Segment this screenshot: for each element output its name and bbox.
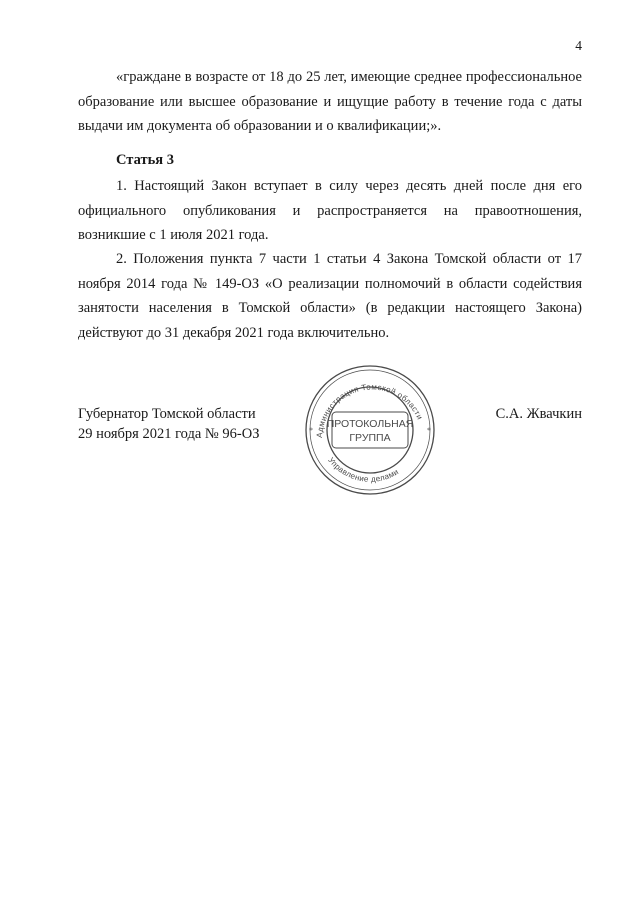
stamp-inner-line-1: ПРОТОКОЛЬНАЯ — [326, 418, 414, 430]
stamp-inner-line-2: ГРУППА — [349, 432, 391, 444]
governor-title: Губернатор Томской области — [78, 406, 256, 422]
official-stamp — [300, 360, 440, 500]
stamp-outer-text: Администрация Томской области — [314, 382, 425, 439]
article-heading: Статья 3 — [116, 152, 174, 168]
law-date-number: 29 ноября 2021 года № 96-ОЗ — [78, 426, 260, 442]
page-number: 4 — [575, 38, 582, 53]
article-paragraph-2: 2. Положения пункта 7 части 1 статьи 4 Закона Томской области от 17 ноября 2014 года № 149-ОЗ «О реализации полномочий в области содействия занятости населения в Томской области» (в редакции настоящего Закона) действуют до 31 декабря 2021 года включительно. — [78, 251, 582, 341]
stamp-bottom-text: Управление делами — [326, 455, 401, 484]
signature-block — [78, 404, 259, 444]
signatory-name: С.А. Жвачкин — [495, 406, 582, 422]
quoted-paragraph: «граждане в возрасте от 18 до 25 лет, имеющие среднее профессиональное образование или высшее образование и ищущие работу в течение года с даты выдачи им документа об образовании и о квалификации;». — [78, 69, 582, 134]
svg-text:Управление делами — [326, 456, 400, 484]
stamp-star-right-icon: * — [427, 426, 431, 435]
stamp-star-left-icon: * — [309, 426, 313, 435]
article-paragraph-1: 1. Настоящий Закон вступает в силу через десять дней после дня его официального опубликования и распространяется на правоотношения, возникшие с 1 июля 2021 года. — [78, 178, 582, 243]
